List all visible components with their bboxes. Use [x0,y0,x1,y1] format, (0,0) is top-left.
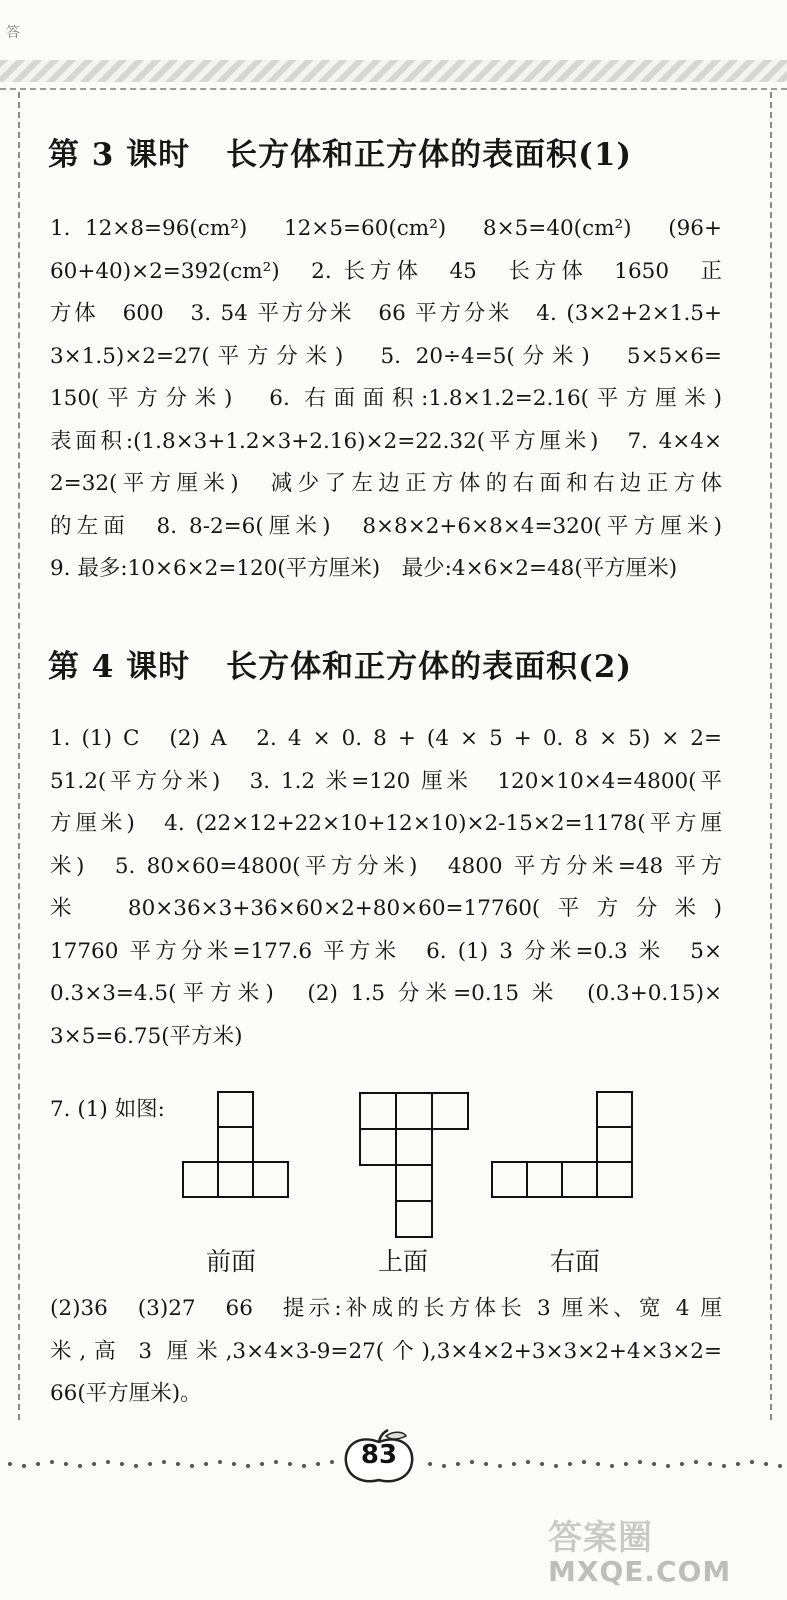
watermark-logo: 答案圈 [548,1518,653,1558]
answer-line: 60+40)×2=392(cm²) 2. 长方体 45 长方体 1650 正 [50,258,722,284]
section3-topic: 长方体和正方体的表面积(1) [226,137,633,173]
answer-line: 17760 平方分米=177.6 平方米 6. (1) 3 分米=0.3 米 5× [50,938,722,964]
answer-line: 51.2(平方分米) 3. 1.2 米=120 厘米 120×10×4=4800(平 [50,768,722,794]
watermark-url: MXQE.COM [548,1555,732,1588]
corner-mark: 答 [6,25,20,41]
q7-label: 7. (1) 如图: [50,1097,165,1122]
page-number: 83 [360,1440,398,1470]
caption-top: 上面 [378,1247,429,1276]
top-view-grid [360,1093,468,1237]
caption-front: 前面 [206,1247,257,1276]
right-view-grid [492,1092,632,1197]
front-view-grid [183,1092,288,1197]
answer-line: 方体 600 3. 54 平方分米 66 平方分米 4. (3×2+2×1.5+ [50,301,722,326]
answer-line: 表面积:(1.8×3+1.2×3+2.16)×2=22.32(平方厘米) 7. 4×4× [50,428,722,454]
right-dashed-border [770,92,772,1420]
caption-right: 右面 [550,1247,601,1276]
answer-line: 米 80×36×3+36×60×2+80×60=17760(平方分米) [50,896,722,921]
section4-title [48,649,633,685]
section3-answers [50,208,722,591]
answer-line: 1. 12×8=96(cm²) 12×5=60(cm²) 8×5=40(cm²) (96+ [50,216,722,241]
answer-line: 米) 5. 80×60=4800(平方分米) 4800 平方分米=48 平方 [50,853,722,879]
answer-line: 米,高 3 厘米,3×4×3-9=27(个),3×4×2+3×3×2+4×3×2= [50,1338,722,1364]
section4-answers [50,718,722,1058]
answer-line: 3×5=6.75(平方米) [50,1023,243,1049]
answer-line: 2=32(平方厘米) 减少了左边正方体的右面和右边正方体 [50,471,722,496]
top-decorative-band [0,60,787,82]
top-dashed-rule [0,88,787,90]
section3-title [48,137,633,173]
answer-line: 150(平方分米) 6. 右面面积:1.8×1.2=2.16(平方厘米) [50,386,722,411]
section4-lesson: 第 4 课时 [48,649,191,685]
answer-line: 66(平方厘米)。 [50,1381,202,1406]
answer-line: 的左面 8. 8-2=6(厘米) 8×8×2+6×8×4=320(平方厘米) [50,513,722,539]
section3-lesson: 第 3 课时 [48,137,191,173]
section4-topic: 长方体和正方体的表面积(2) [226,649,633,685]
answer-line: 1. (1) C (2) A 2. 4 × 0. 8 + (4 × 5 + 0. 8 × 5) × 2= [50,726,722,751]
answer-line: 3×1.5)×2=27(平方分米) 5. 20÷4=5(分米) 5×5×6= [50,343,722,369]
answer-line: 方厘米) 4. (22×12+22×10+12×10)×2-15×2=1178(平方厘 [50,811,722,836]
q7-answer-tail [50,1288,722,1416]
answer-line: (2)36 (3)27 66 提示:补成的长方体长 3 厘米、宽 4 厘 [50,1296,722,1321]
answer-line: 9. 最多:10×6×2=120(平方厘米) 最少:4×6×2=48(平方厘米) [50,556,678,581]
left-dashed-border [18,92,20,1420]
answer-line: 0.3×3=4.5(平方米) (2) 1.5 分米=0.15 米 (0.3+0.15)× [50,981,722,1006]
